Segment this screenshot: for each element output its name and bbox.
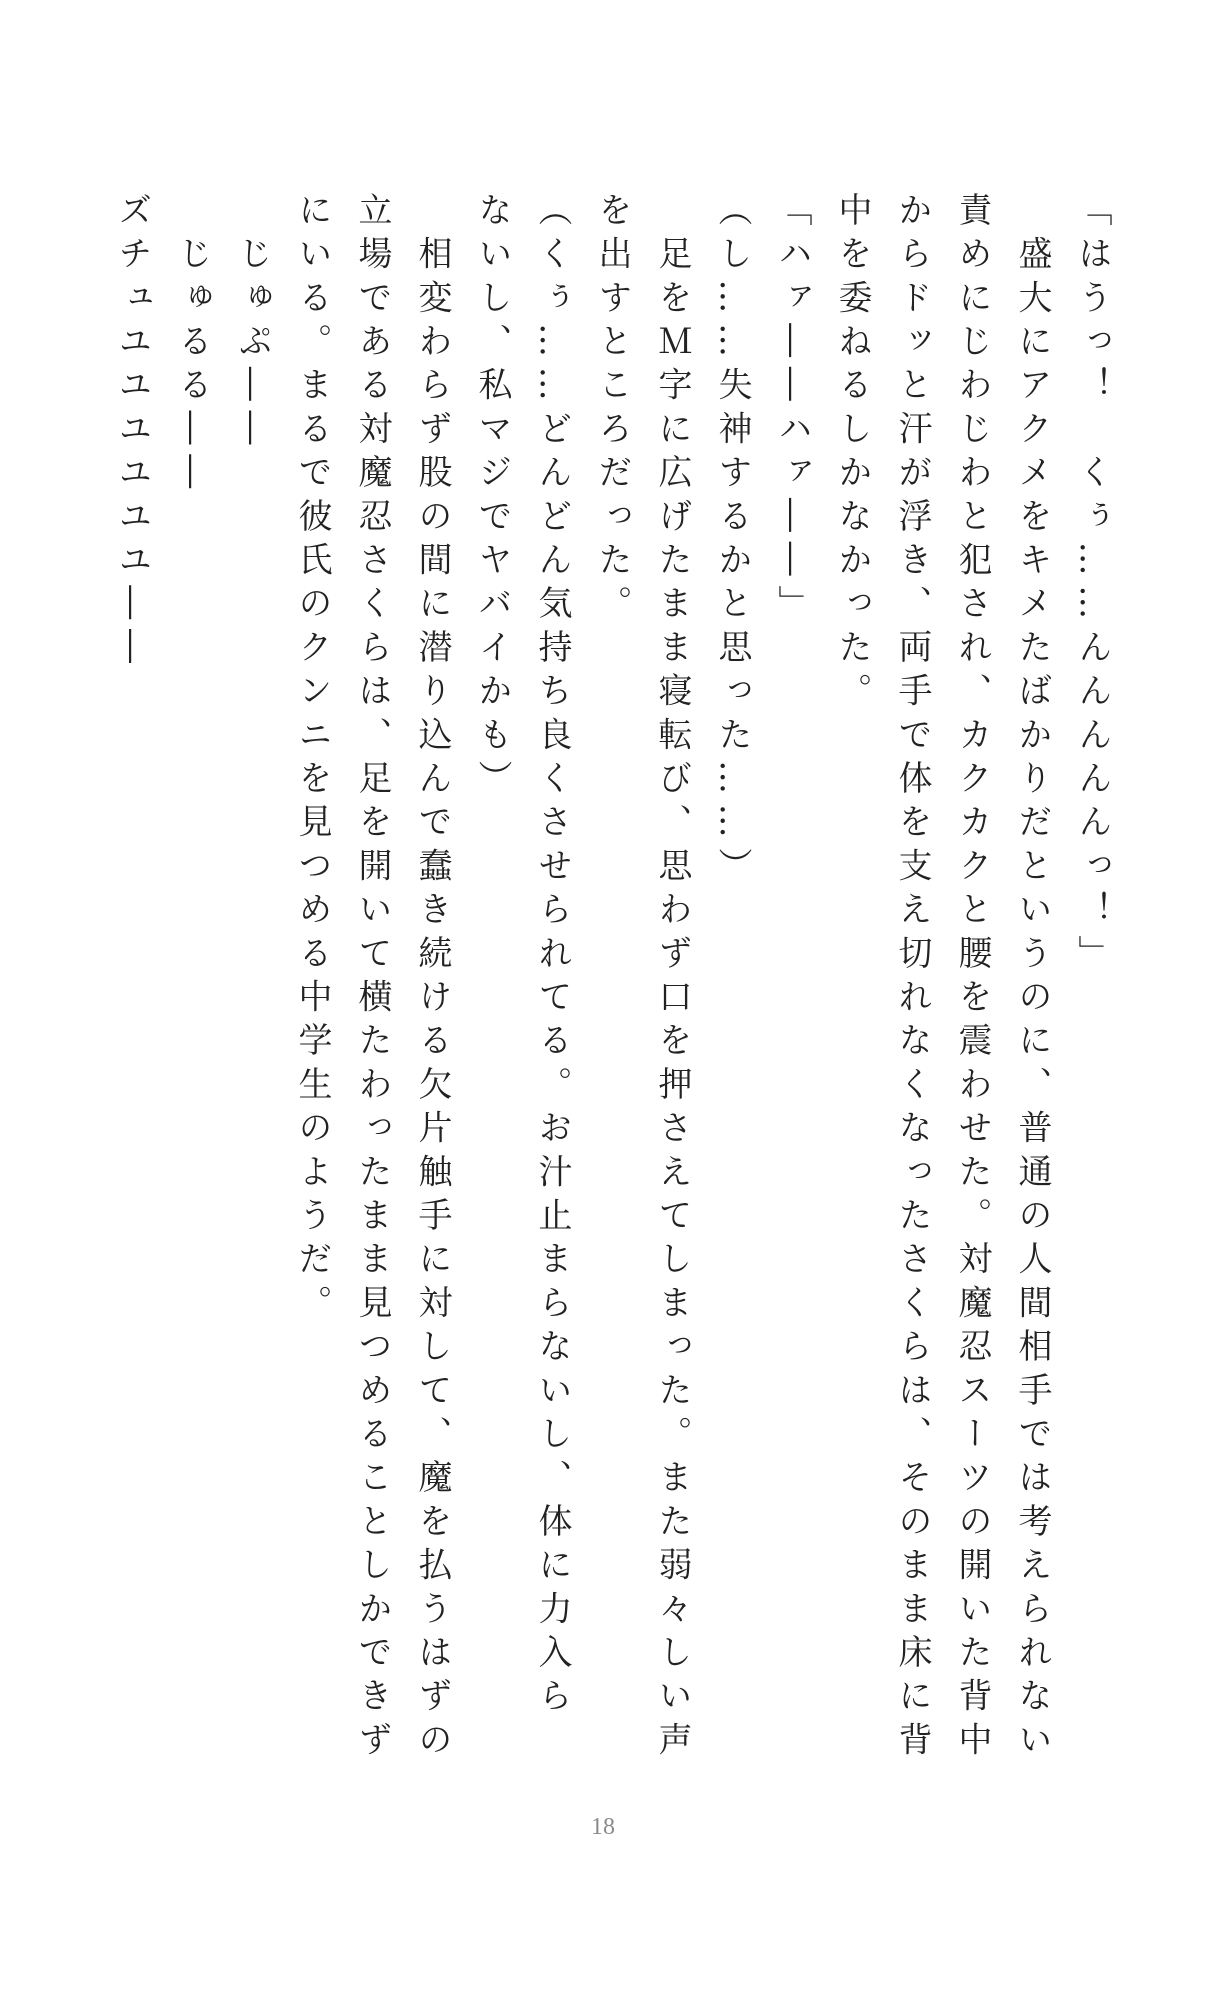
text-line: じゅるる―― [172, 192, 212, 498]
text-line: 盛大にアクメをキメたばかりだというのに、普通の人間相手では考えられない [1012, 192, 1052, 1766]
text-line: 「ハァ――ハァ――」 [772, 192, 812, 629]
text-line: 責めにじわじわと犯され、カクカクと腰を震わせた。対魔忍スーツの開いた背中 [952, 192, 992, 1766]
text-line: ないし、私マジでヤバイかも） [472, 192, 512, 804]
text-line: 「はうっ！ くぅ……んんんんんっ！」 [1072, 192, 1112, 979]
text-line: 中を委ねるしかなかった。 [832, 192, 872, 717]
text-line: じゅぷ―― [232, 192, 272, 455]
text-line: を出すところだった。 [592, 192, 632, 629]
text-line: 立場である対魔忍さくらは、足を開いて横たわったまま見つめることしかできず [352, 192, 392, 1766]
text-line: 相変わらず股の間に潜り込んで蠢き続ける欠片触手に対して、魔を払うはずの [412, 192, 452, 1766]
vertical-body-text [102, 192, 1122, 1792]
text-line: （し……失神するかと思った……） [712, 192, 752, 892]
text-line: ズチュユユユユユユ―― [112, 192, 152, 673]
text-line: にいる。まるで彼氏のクンニを見つめる中学生のようだ。 [292, 192, 332, 1329]
text-line: （くぅ……どんどん気持ち良くさせられてる。お汁止まらないし、体に力入ら [532, 192, 572, 1722]
text-line: 足をＭ字に広げたまま寝転び、思わず口を押さえてしまった。また弱々しい声 [652, 192, 692, 1766]
page-number: 18 [591, 1814, 615, 1840]
text-line: からドッと汗が浮き、両手で体を支え切れなくなったさくらは、そのまま床に背 [892, 192, 932, 1766]
